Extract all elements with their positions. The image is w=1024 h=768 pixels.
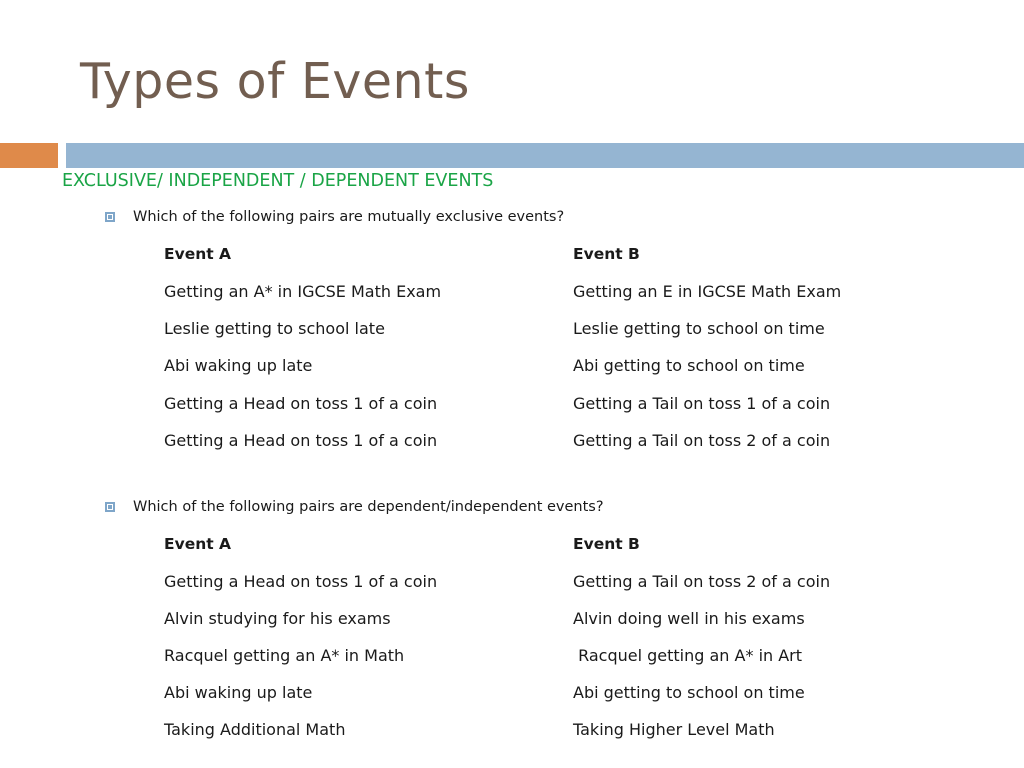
event-b-cell: Getting a Tail on toss 2 of a coin — [573, 572, 831, 591]
accent-bar-blue — [66, 143, 1024, 168]
column-header-event-b: Event B — [573, 535, 640, 553]
table-1-header — [0, 245, 1024, 267]
event-a-cell: Getting a Head on toss 1 of a coin — [164, 394, 438, 413]
accent-bar-orange — [0, 143, 58, 168]
table-row — [0, 720, 1024, 742]
event-b-cell: Abi getting to school on time — [573, 356, 805, 375]
table-row — [0, 431, 1024, 453]
event-b-cell: Leslie getting to school on time — [573, 319, 825, 338]
question-2-text: Which of the following pairs are dependent/independent events? — [133, 499, 604, 515]
event-b-cell: Getting a Tail on toss 1 of a coin — [573, 394, 831, 413]
table-row — [0, 319, 1024, 341]
question-1-text: Which of the following pairs are mutually exclusive events? — [133, 209, 565, 225]
event-b-cell: Getting an E in IGCSE Math Exam — [573, 282, 842, 301]
event-b-cell: Alvin doing well in his exams — [573, 609, 805, 628]
event-a-cell: Leslie getting to school late — [164, 319, 385, 338]
column-header-event-a: Event A — [164, 245, 232, 263]
table-row — [0, 609, 1024, 631]
event-a-cell: Racquel getting an A* in Math — [164, 646, 405, 665]
square-bullet-icon — [105, 212, 115, 222]
event-a-cell: Abi waking up late — [164, 356, 313, 375]
event-a-cell: Getting a Head on toss 1 of a coin — [164, 431, 438, 450]
event-a-cell: Getting an A* in IGCSE Math Exam — [164, 282, 442, 301]
event-a-cell: Alvin studying for his exams — [164, 609, 391, 628]
section-heading: EXCLUSIVE/ INDEPENDENT / DEPENDENT EVENTS — [62, 171, 494, 191]
table-row — [0, 356, 1024, 378]
event-a-cell: Getting a Head on toss 1 of a coin — [164, 572, 438, 591]
event-b-cell: Abi getting to school on time — [573, 683, 805, 702]
event-a-cell: Taking Additional Math — [164, 720, 346, 739]
table-2-header — [0, 535, 1024, 557]
event-b-cell: Taking Higher Level Math — [573, 720, 775, 739]
table-row — [0, 394, 1024, 416]
event-b-cell: Getting a Tail on toss 2 of a coin — [573, 431, 831, 450]
square-bullet-icon — [105, 502, 115, 512]
column-header-event-a: Event A — [164, 535, 232, 553]
column-header-event-b: Event B — [573, 245, 640, 263]
table-row — [0, 572, 1024, 594]
event-b-cell: Racquel getting an A* in Art — [573, 646, 803, 665]
slide-title: Types of Events — [80, 53, 470, 110]
table-row — [0, 282, 1024, 304]
event-a-cell: Abi waking up late — [164, 683, 313, 702]
table-row — [0, 646, 1024, 668]
table-row — [0, 683, 1024, 705]
